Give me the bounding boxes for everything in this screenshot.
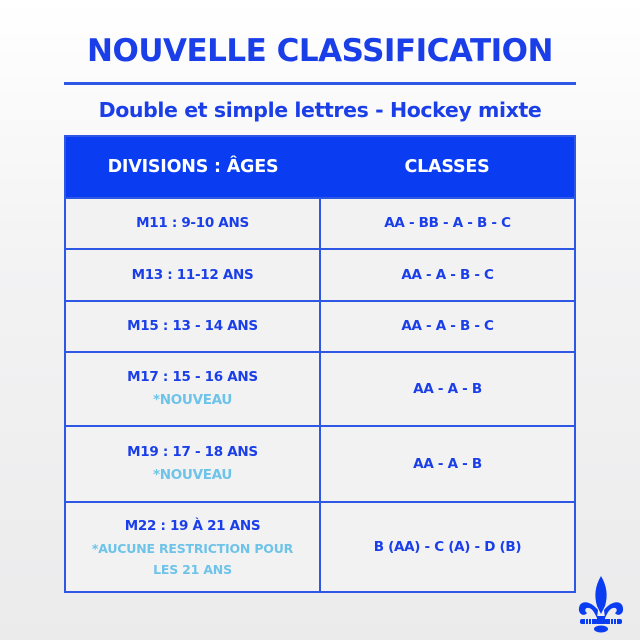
table-row [66,425,574,501]
table-header [66,137,574,197]
new-note: *NOUVEAU [152,392,233,408]
restriction-note-line1: *AUCUNE RESTRICTION POUR [91,540,294,556]
division-cell [66,503,321,591]
division-cell [66,427,321,501]
division-label: M22 : 19 À 21 ANS [124,517,261,534]
column-header-divisions: DIVISIONS : ÂGES [107,157,279,177]
division-label: M19 : 17 - 18 ANS [127,444,258,460]
division-cell [66,353,321,425]
division-cell [66,250,321,300]
title-divider [64,82,576,85]
classes-cell [321,302,574,351]
page-subtitle: Double et simple lettres - Hockey mixte [98,98,542,122]
classes-label: AA - A - B - C [401,266,494,283]
table-row [66,351,574,425]
classes-cell [321,199,574,248]
page-title: NOUVELLE CLASSIFICATION [87,33,553,69]
division-label: M11 : 9-10 ANS [136,215,249,231]
table-row [66,197,574,248]
restriction-note-line2: LES 21 ANS [153,561,232,577]
new-note: *NOUVEAU [152,467,233,483]
classes-label: B (AA) - C (A) - D (B) [373,538,522,555]
table-row [66,300,574,351]
classes-cell [321,250,574,300]
classes-label: AA - A - B [413,380,482,397]
column-header-classes: CLASSES [404,157,490,177]
table-row [66,501,574,591]
classification-table [64,137,576,593]
division-label: M13 : 11-12 ANS [131,266,254,283]
division-label: M15 : 13 - 14 ANS [127,318,258,334]
division-label: M17 : 15 - 16 ANS [127,369,258,385]
classes-cell [321,503,574,591]
table-row [66,248,574,300]
classes-label: AA - A - B - C [401,318,494,334]
classes-label: AA - BB - A - B - C [384,215,511,231]
division-cell [66,302,321,351]
fleur-de-lis-hockey-icon [576,574,626,636]
classes-cell [321,353,574,425]
classes-label: AA - A - B [413,455,482,472]
division-cell [66,199,321,248]
classes-cell [321,427,574,501]
